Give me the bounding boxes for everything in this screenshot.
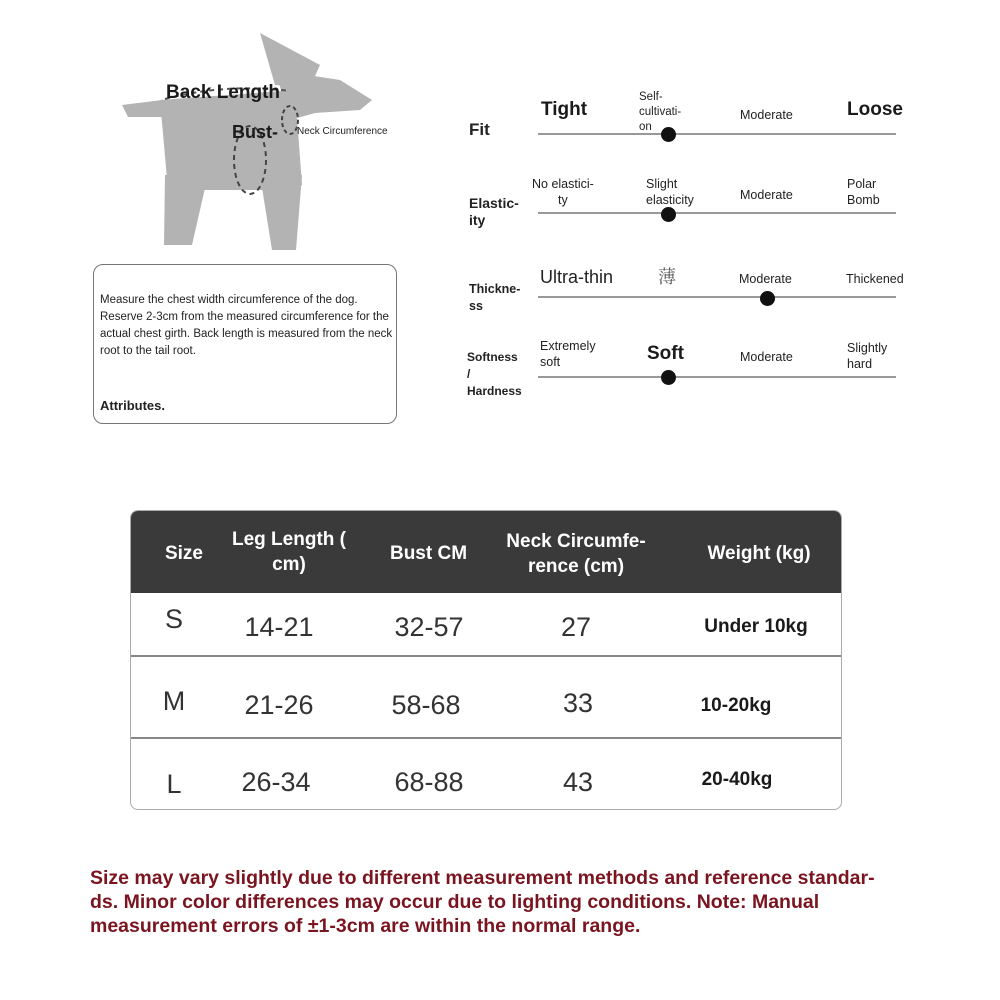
- attr-thickness-marker: [760, 291, 775, 306]
- attributes-label: Attributes.: [100, 398, 165, 413]
- row-l-leg-length: 26-34: [241, 767, 311, 797]
- attr-thickness-option-2: 薄: [658, 267, 676, 287]
- size-table: [130, 510, 842, 810]
- attr-thickness-option-4: Thickened: [846, 272, 904, 286]
- dog-tail: [122, 100, 166, 117]
- attr-elasticity-option-3: Moderate: [740, 188, 793, 202]
- attr-elasticity-option-1: No elastici- ty: [532, 177, 594, 207]
- attr-thickness-name: Thickne- ss: [469, 282, 521, 313]
- back-length-label: Back Length: [166, 82, 281, 103]
- attr-fit-option-1: Tight: [541, 99, 588, 120]
- attr-elasticity-name: Elastic- ity: [469, 195, 519, 228]
- attr-thickness-scale: [538, 296, 896, 298]
- attr-elasticity-option-4: Polar Bomb: [847, 177, 880, 207]
- attr-fit-option-3: Moderate: [740, 108, 793, 122]
- attr-elasticity-marker: [661, 207, 676, 222]
- header-neck-circumference: Neck Circumfe- rence (cm): [506, 531, 646, 577]
- row-s-size: S: [164, 604, 183, 634]
- row-s-bust: 32-57: [394, 612, 464, 642]
- header-size: Size: [164, 543, 204, 564]
- attr-softness-marker: [661, 370, 676, 385]
- row-m-neck: 33: [562, 688, 594, 718]
- attr-softness-option-2: Soft: [647, 343, 684, 364]
- row-s-leg-length: 14-21: [244, 612, 314, 642]
- row-s-neck: 27: [560, 612, 592, 642]
- row-m-bust: 58-68: [391, 690, 461, 720]
- header-weight: Weight (kg): [707, 543, 811, 564]
- size-disclaimer-note: Size may vary slightly due to different measurement methods and reference standar- ds. Minor color differences may occur due to lighting conditions. Note: Manual measurement errors of ±1-3cm are within the normal range.: [90, 867, 875, 937]
- attr-fit-marker: [661, 127, 676, 142]
- row-m-leg-length: 21-26: [244, 690, 314, 720]
- dog-front-leg: [260, 175, 302, 250]
- row-s-weight: Under 10kg: [704, 616, 808, 637]
- bust-label: Bust-: [232, 122, 278, 142]
- attr-softness-option-1: Extremely soft: [540, 339, 596, 369]
- row-l-neck: 43: [562, 767, 594, 797]
- attr-elasticity-scale: [538, 212, 896, 214]
- attr-fit-scale: [538, 133, 896, 135]
- row-l-bust: 68-88: [394, 767, 464, 797]
- neck-circumference-label: Neck Circumference: [297, 126, 388, 137]
- attr-softness-option-3: Moderate: [740, 350, 793, 364]
- attr-elasticity-option-2: Slight elasticity: [646, 177, 694, 207]
- attr-fit-option-2: Self- cultivati- on: [639, 91, 682, 133]
- row-l-weight: 20-40kg: [701, 769, 773, 790]
- header-leg-length: Leg Length ( cm): [232, 529, 346, 575]
- dog-back-leg: [164, 175, 208, 245]
- attr-softness-scale: [538, 376, 896, 378]
- attr-softness-option-4: Slightly hard: [847, 341, 888, 371]
- row-divider: [131, 655, 841, 657]
- size-table-header: [131, 511, 841, 593]
- header-bust: Bust CM: [389, 543, 468, 564]
- measurement-instructions-text: Measure the chest width circumference of the dog. Reserve 2-3cm from the measured circumference for the actual chest girth. Back length is measured from the neck root to the tail root.: [100, 294, 393, 357]
- attr-thickness-option-1: Ultra-thin: [540, 267, 614, 287]
- row-divider: [131, 737, 841, 739]
- attr-thickness-option-3: Moderate: [739, 272, 792, 286]
- attr-fit-name: Fit: [469, 120, 490, 139]
- attr-fit-option-4: Loose: [847, 99, 903, 120]
- row-m-weight: 10-20kg: [700, 695, 772, 716]
- row-l-size: L: [166, 769, 182, 799]
- row-m-size: M: [162, 686, 186, 716]
- attr-softness-name: Softness / Hardness: [467, 350, 522, 398]
